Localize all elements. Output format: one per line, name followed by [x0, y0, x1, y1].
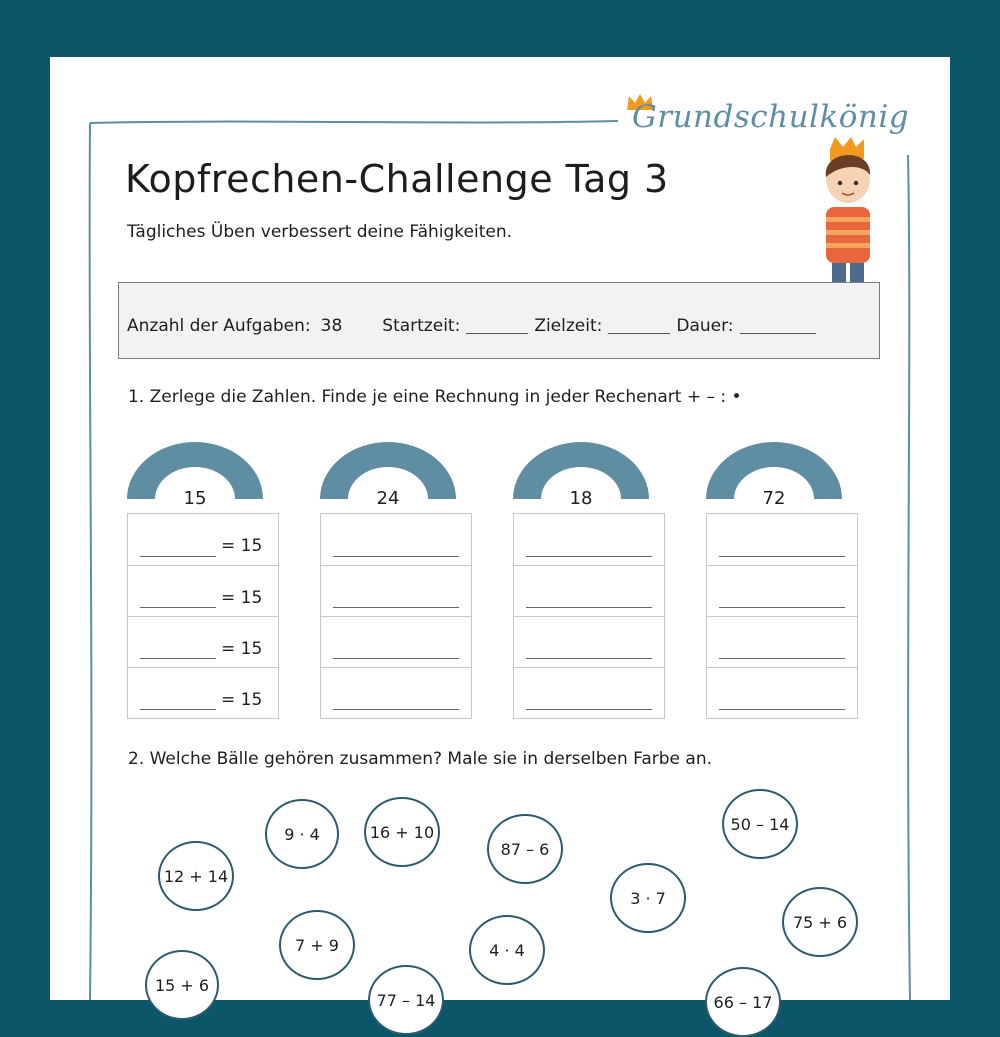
answer-line[interactable] [719, 658, 845, 659]
equals-label: = 15 [221, 536, 263, 556]
answer-line[interactable] [333, 607, 459, 608]
info-box [118, 282, 880, 359]
boy-with-crown-illustration [802, 137, 882, 287]
ball[interactable]: 12 + 14 [158, 841, 234, 911]
worksheet-page [50, 57, 950, 1012]
answer-row[interactable] [321, 667, 471, 718]
answer-table [513, 513, 665, 719]
task-2-instruction: 2. Welche Bälle gehören zusammen? Male sie in derselben Farbe an. [128, 749, 713, 769]
page-title: Kopfrechen-Challenge Tag 3 [125, 157, 669, 201]
answer-row[interactable] [514, 667, 664, 718]
answer-line[interactable] [526, 709, 652, 710]
answer-row[interactable] [128, 514, 278, 565]
answer-line[interactable] [526, 556, 652, 557]
task-count-label: Anzahl der Aufgaben: [127, 316, 311, 336]
ball[interactable]: 4 · 4 [469, 915, 545, 985]
answer-row[interactable] [321, 514, 471, 565]
ball[interactable]: 7 + 9 [279, 910, 355, 980]
ball[interactable]: 3 · 7 [610, 863, 686, 933]
ball[interactable]: 16 + 10 [364, 797, 440, 867]
ball[interactable]: 50 – 14 [722, 789, 798, 859]
answer-row[interactable] [321, 616, 471, 667]
task-1-instruction: 1. Zerlege die Zahlen. Finde je eine Rechnung in jeder Rechenart + – : • [128, 387, 742, 407]
answer-line[interactable] [719, 709, 845, 710]
answer-row[interactable] [514, 514, 664, 565]
start-time-field[interactable] [466, 332, 528, 334]
answer-row[interactable] [128, 616, 278, 667]
equals-label: = 15 [221, 588, 263, 608]
page-subtitle: Tägliches Üben verbessert deine Fähigkeiten. [127, 222, 513, 242]
answer-row[interactable] [514, 565, 664, 616]
answer-row[interactable] [321, 565, 471, 616]
answer-row[interactable] [707, 514, 857, 565]
ball[interactable]: 77 – 14 [368, 965, 444, 1035]
task-count-value: 38 [320, 316, 343, 336]
arch-number: 72 [762, 488, 786, 509]
answer-row[interactable] [707, 565, 857, 616]
ball[interactable]: 15 + 6 [145, 950, 219, 1020]
arch-number: 15 [183, 488, 207, 509]
start-time-label: Startzeit: [382, 316, 461, 336]
answer-line[interactable] [333, 709, 459, 710]
ball[interactable]: 75 + 6 [782, 887, 858, 957]
equals-label: = 15 [221, 639, 263, 659]
answer-row[interactable] [128, 565, 278, 616]
duration-field[interactable] [740, 332, 816, 334]
answer-row[interactable] [707, 616, 857, 667]
info-row [127, 316, 816, 336]
answer-row[interactable] [514, 616, 664, 667]
answer-row[interactable] [707, 667, 857, 718]
answer-line[interactable] [719, 607, 845, 608]
answer-line[interactable] [526, 607, 652, 608]
ball[interactable]: 87 – 6 [487, 814, 563, 884]
ball[interactable]: 66 – 17 [705, 967, 781, 1037]
duration-label: Dauer: [676, 316, 734, 336]
ball[interactable]: 9 · 4 [265, 799, 339, 869]
equals-label: = 15 [221, 690, 263, 710]
answer-line[interactable] [140, 607, 216, 608]
answer-row[interactable] [128, 667, 278, 718]
answer-line[interactable] [719, 556, 845, 557]
answer-line[interactable] [526, 658, 652, 659]
brand-logo: Grundschulkönig [632, 99, 910, 135]
answer-line[interactable] [140, 556, 216, 557]
answer-line[interactable] [333, 658, 459, 659]
target-time-label: Zielzeit: [534, 316, 603, 336]
answer-line[interactable] [333, 556, 459, 557]
arch-number: 24 [376, 488, 400, 509]
answer-table [127, 513, 279, 719]
answer-line[interactable] [140, 658, 216, 659]
target-time-field[interactable] [608, 332, 670, 334]
answer-line[interactable] [140, 709, 216, 710]
answer-table [320, 513, 472, 719]
answer-table [706, 513, 858, 719]
arch-number: 18 [569, 488, 593, 509]
